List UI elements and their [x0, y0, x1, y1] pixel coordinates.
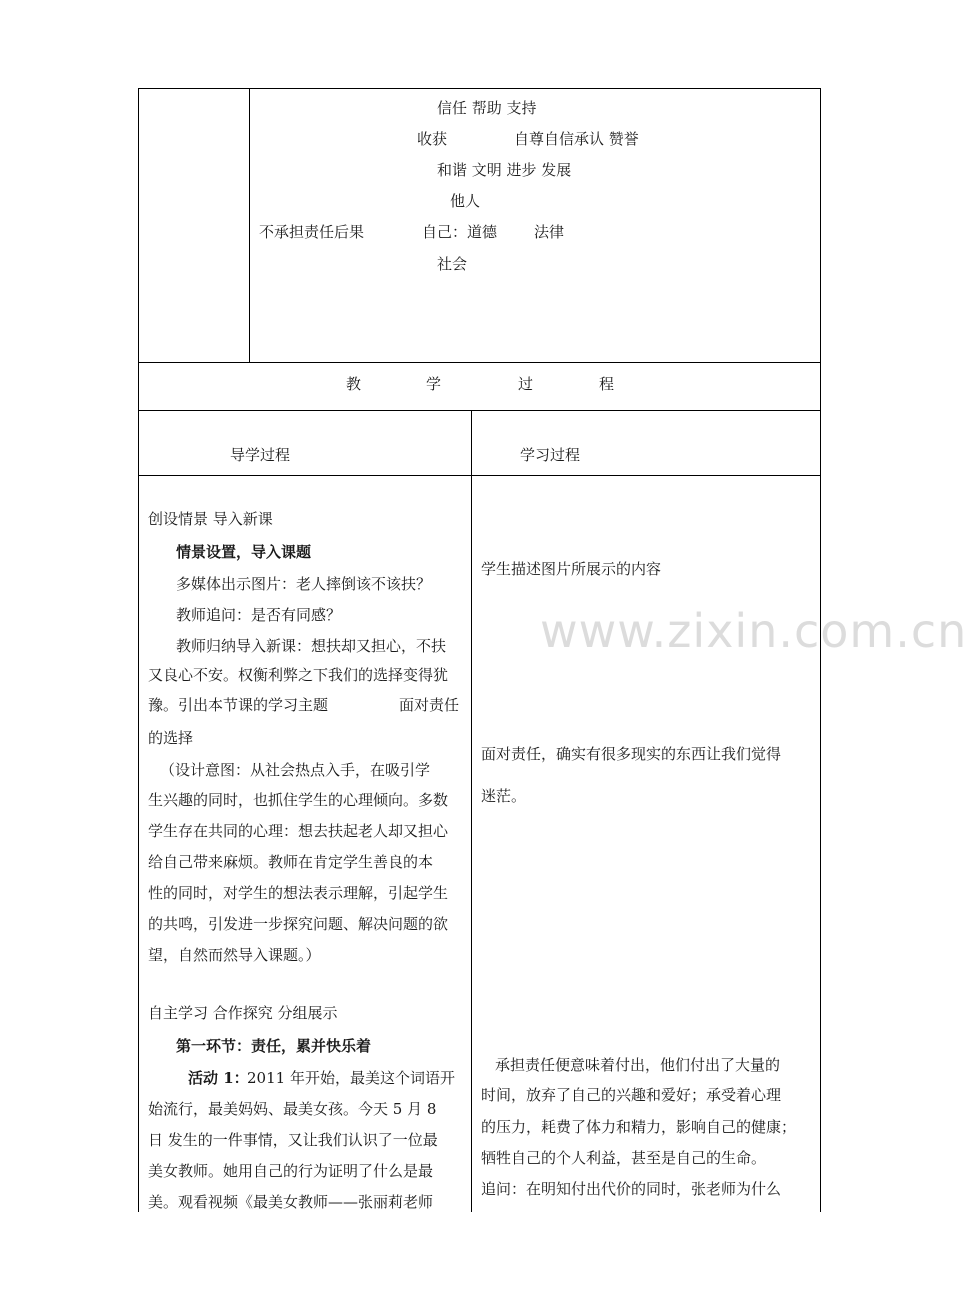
left-line-11: 学生存在共同的心理：想去扶起老人却又担心 — [148, 822, 449, 840]
column-header-left: 导学过程 — [230, 446, 291, 464]
left-line-22: 美。观看视频《最美女教师——张丽莉老师 — [148, 1193, 434, 1211]
left-line-14: 的共鸣，引发进一步探究问题、解决问题的欲 — [148, 915, 449, 933]
left-line-8: 的选择 — [148, 729, 194, 747]
diagram-cell-divider — [249, 88, 250, 362]
section-header-char-1: 教 — [346, 375, 362, 393]
left-line-7a: 豫。引出本节课的学习主题 — [148, 696, 329, 714]
row-divider-header — [138, 410, 821, 411]
left-line-21: 美女教师。她用自己的行为证明了什么是最 — [148, 1162, 434, 1180]
right-line-2: 面对责任，确实有很多现实的东西让我们觉得 — [481, 745, 782, 763]
left-line-19: 始流行，最美妈妈、最美女孩。今天 5 月 8 — [148, 1100, 437, 1118]
column-header-right: 学习过程 — [520, 446, 581, 464]
diagram-row-6: 社会 — [437, 255, 468, 273]
left-line-12: 给自己带来麻烦。教师在肯定学生善良的本 — [148, 853, 434, 871]
section-header-char-4: 程 — [599, 375, 615, 393]
right-line-8: 追问：在明知付出代价的同时，张老师为什么 — [481, 1180, 782, 1198]
row-divider-diagram — [138, 362, 821, 363]
diagram-row-1: 信任 帮助 支持 — [437, 99, 537, 117]
row-divider-columns — [138, 475, 821, 476]
right-line-6: 的压力，耗费了体力和精力，影响自己的健康； — [481, 1118, 797, 1136]
left-line-7b: 面对责任 — [399, 696, 460, 714]
right-line-7: 牺牲自己的个人利益，甚至是自己的生命。 — [481, 1149, 767, 1167]
left-line-16: 自主学习 合作探究 分组展示 — [148, 1004, 338, 1022]
section-header-char-3: 过 — [518, 375, 534, 393]
left-line-13: 性的同时，对学生的想法表示理解，引起学生 — [148, 884, 449, 902]
left-line-18b: 2011 年开始，最美这个词语开 — [247, 1069, 455, 1087]
left-line-1: 创设情景 导入新课 — [148, 510, 273, 528]
left-line-20: 日 发生的一件事情，又让我们认识了一位最 — [148, 1131, 438, 1149]
left-line-4: 教师追问：是否有同感？ — [176, 606, 342, 624]
left-line-3: 多媒体出示图片：老人摔倒该不该扶？ — [176, 575, 432, 593]
diagram-row-5-mid: 自己：道德 — [422, 223, 498, 241]
diagram-row-4: 他人 — [450, 192, 481, 210]
diagram-row-3: 和谐 文明 进步 发展 — [437, 161, 572, 179]
left-line-17: 第一环节：责任，累并快乐着 — [176, 1037, 372, 1055]
diagram-row-5-right: 法律 — [534, 223, 565, 241]
table-top-border — [138, 88, 821, 89]
right-line-4: 承担责任便意味着付出，他们付出了大量的 — [495, 1056, 781, 1074]
section-header-char-2: 学 — [426, 375, 442, 393]
diagram-row-2-left: 收获 — [417, 130, 448, 148]
diagram-row-2-right: 自尊自信承认 赞誉 — [514, 130, 639, 148]
column-divider — [471, 410, 472, 1212]
left-line-2: 情景设置，导入课题 — [176, 543, 312, 561]
watermark: www.zixin.com.cn — [540, 604, 967, 658]
left-line-15: 望，自然而然导入课题。） — [148, 946, 321, 964]
right-line-1: 学生描述图片所展示的内容 — [481, 560, 662, 578]
right-line-3: 迷茫。 — [481, 787, 527, 805]
table-left-border — [138, 88, 139, 1212]
left-line-9: （设计意图：从社会热点入手，在吸引学 — [160, 761, 431, 779]
left-line-10: 生兴趣的同时，也抓住学生的心理倾向。多数 — [148, 791, 449, 809]
left-line-6: 又良心不安。权衡利弊之下我们的选择变得犹 — [148, 666, 449, 684]
left-line-5: 教师归纳导入新课：想扶却又担心，不扶 — [176, 637, 447, 655]
right-line-5: 时间，放弃了自己的兴趣和爱好；承受着心理 — [481, 1086, 782, 1104]
diagram-row-5-left: 不承担责任后果 — [259, 223, 365, 241]
left-line-18a: 活动 1： — [188, 1069, 249, 1087]
